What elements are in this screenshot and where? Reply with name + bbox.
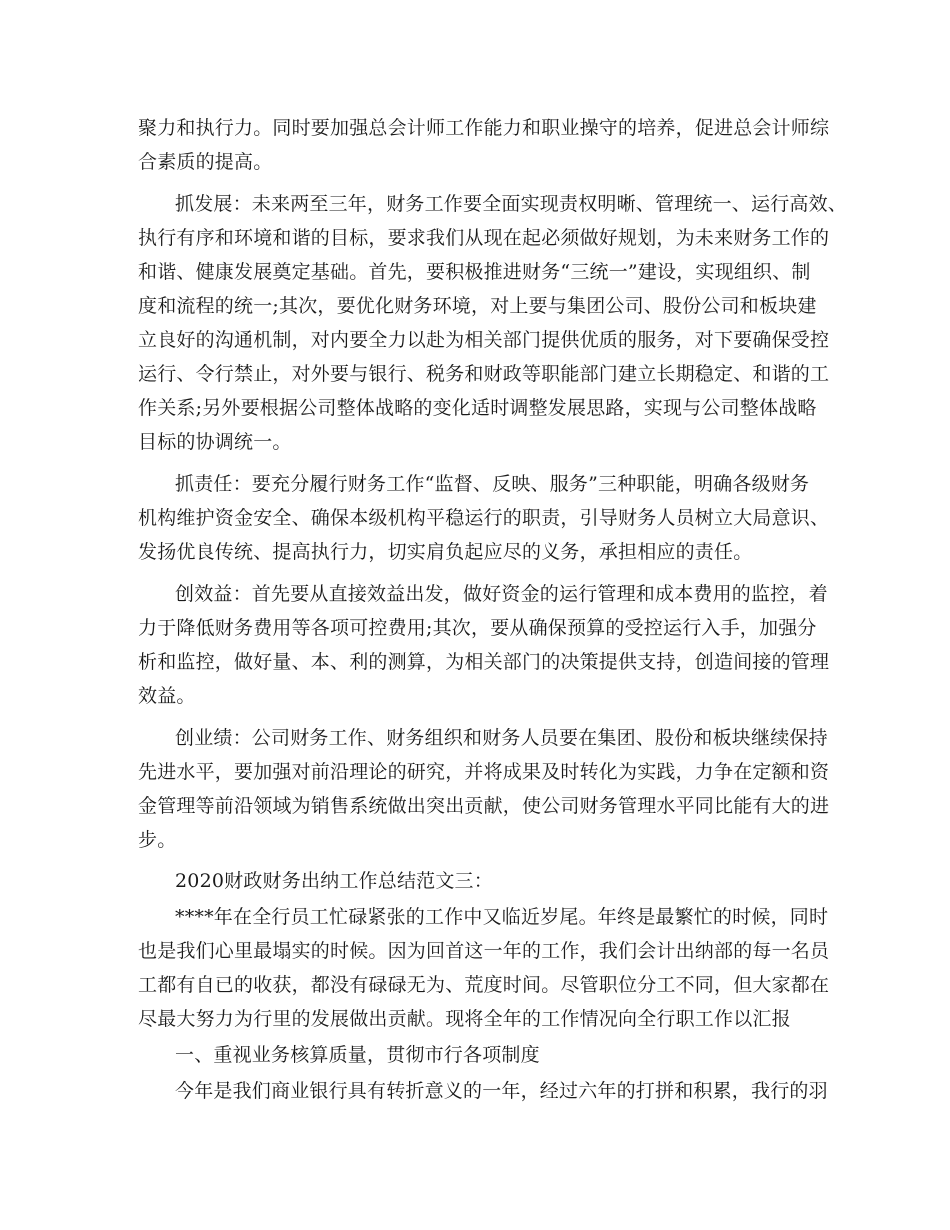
text-line: 度和流程的统一;其次，要优化财务环境，对上要与集团公司、股份公司和板块建 <box>138 295 817 317</box>
text-line: 发扬优良传统、提高执行力，切实肩负起应尽的义务，承担相应的责任。 <box>138 541 753 563</box>
paragraph-start-line: 创效益：首先要从直接效益出发，做好资金的运行管理和成本费用的监控，着 <box>175 583 828 605</box>
text-line: 先进水平，要加强对前沿理论的研究，并将成果及时转化为实践，力争在定额和资 <box>138 761 830 783</box>
text-line: 尽最大努力为行里的发展做出贡献。现将全年的工作情况向全行职工作以汇报 <box>138 1008 791 1030</box>
text-line: 作关系;另外要根据公司整体战略的变化适时调整发展思路，实现与公司整体战略 <box>138 397 817 419</box>
text-line: 步。 <box>138 829 177 851</box>
section-heading: 一、重视业务核算质量，贯彻市行各项制度 <box>175 1044 540 1066</box>
text-line: 力于降低财务费用等各项可控费用;其次，要从确保预算的受控运行入手，加强分 <box>138 617 817 639</box>
text-line: 运行、令行禁止，对外要与银行、税务和财政等职能部门建立长期稳定、和谐的工 <box>138 363 830 385</box>
text-line: 析和监控，做好量、本、利的测算，为相关部门的决策提供支持，创造间接的管理 <box>138 651 830 673</box>
text-line: 执行有序和环境和谐的目标，要求我们从现在起必须做好规划，为未来财务工作的 <box>138 227 830 249</box>
paragraph-start-line: 抓发展：未来两至三年，财务工作要全面实现责权明晰、管理统一、运行高效、 <box>175 193 848 215</box>
text-line: 和谐、健康发展奠定基础。首先，要积极推进财务“三统一”建设，实现组织、制 <box>138 261 811 283</box>
text-line: 工都有自已的收获，都没有碌碌无为、荒度时间。尽管职位分工不同，但大家都在 <box>138 974 830 996</box>
text-line: 金管理等前沿领域为销售系统做出突出贡献，使公司财务管理水平同比能有大的进 <box>138 795 830 817</box>
paragraph-start-line: ****年在全行员工忙碌紧张的工作中又临近岁尾。年终是最繁忙的时候，同时 <box>175 906 829 928</box>
text-line: 效益。 <box>138 685 196 707</box>
text-line: 也是我们心里最塌实的时候。因为回首这一年的工作，我们会计出纳部的每一名员 <box>138 940 830 962</box>
text-line: 聚力和执行力。同时要加强总会计师工作能力和职业操守的培养，促进总会计师综 <box>138 117 830 139</box>
paragraph-start-line: 创业绩：公司财务工作、财务组织和财务人员要在集团、股份和板块继续保持 <box>175 727 828 749</box>
section-heading: 2020财政财务出纳工作总结范文三： <box>175 870 493 892</box>
text-line: 目标的协调统一。 <box>138 431 292 453</box>
paragraph-start-line: 抓责任：要充分履行财务工作“监督、反映、服务”三种职能，明确各级财务 <box>175 473 810 495</box>
paragraph-start-line: 今年是我们商业银行具有转折意义的一年，经过六年的打拼和积累，我行的羽 <box>175 1080 828 1102</box>
text-line: 立良好的沟通机制，对内要全力以赴为相关部门提供优质的服务，对下要确保受控 <box>138 329 830 351</box>
text-line: 机构维护资金安全、确保本级机构平稳运行的职责，引导财务人员树立大局意识、 <box>138 507 830 529</box>
text-line: 合素质的提高。 <box>138 151 273 173</box>
